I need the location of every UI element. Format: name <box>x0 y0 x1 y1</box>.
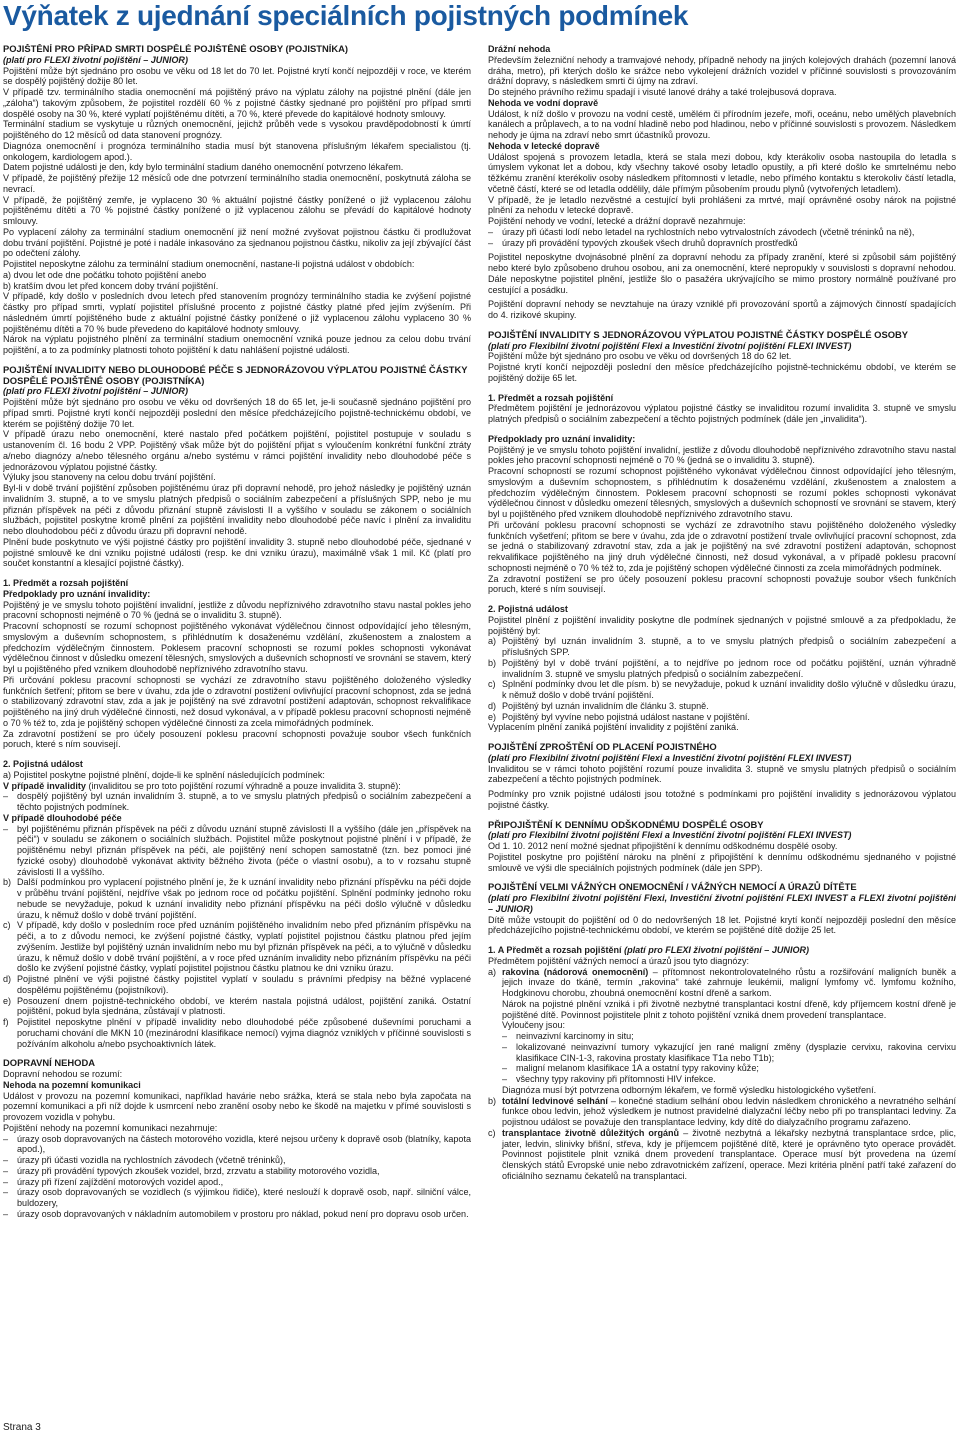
paragraph: Diagnóza musí být potvrzena odborným lékařem, ve formě výsledku histologického vyšetření. <box>502 1084 877 1095</box>
paragraph: Pojistné krytí končí nejpozději poslední den měsíce předcházejícího pojistně-technickému období, ve kterém se pojištěný dožije 65 let. <box>488 362 956 383</box>
list-item-text: Pojištěný byl uznán invalidním 3. stupně, a to ve smyslu platných předpisů o sociálním zabezpečení a příslušných SPP. <box>502 636 956 657</box>
paragraph: Dopravní nehodou se rozumí: <box>3 1069 123 1079</box>
paragraph: Pojištěný je ve smyslu tohoto pojištění invalidní, jestliže z důvodu dlouhodobě nepříznivého zdravotního stavu nastal pokles jeho pracovní schopnosti nejméně o 70 % (jedná se o invaliditu 3. stupně). <box>488 444 956 466</box>
section-scope-note: (platí pro FLEXI životní pojištění – JUNIOR) <box>3 54 188 65</box>
dash-list-item <box>3 1134 471 1156</box>
paragraph: V případě, že pojištěný přežije 12 měsíců ode dne potvrzení terminálního stadia onemocnění, poskytnutá záloha se nevrací. <box>3 173 471 194</box>
lettered-list-item <box>488 679 956 701</box>
spacer <box>488 936 956 945</box>
subsection-heading: Předpoklady pro uznání invalidity: <box>488 433 636 444</box>
paragraph: Datem pojistné události je den, kdy bylo terminální stadium daného onemocnění potvrzeno lékařem. <box>3 162 404 173</box>
paragraph: Událost, k níž došlo v provozu na vodní cestě, umělém či přírodním jezeře, moři, oceánu, nebo umělých plavebních kanálech a průplavech, a to na vodní hladině nebo pod hladinou, nebo v příčinné souvislosti s provozem. Následkem nehody je újma na zdraví nebo smrt účastníků provozu. <box>488 108 956 140</box>
list-marker: c) <box>488 1127 496 1138</box>
paragraph: a) Pojistitel poskytne pojistné plnění, dojde-li ke splnění následujících podmínek: <box>3 769 325 780</box>
lettered-list-item <box>3 996 471 1018</box>
page-number: Strana 3 <box>3 1422 41 1433</box>
list-item-text: úrazy osob dopravovaných se vozidlech (s výjimkou řidiče), které neslouží k dopravě osob, např. silniční válce, buldozery, <box>17 1187 471 1208</box>
right-column <box>488 44 956 1416</box>
lettered-list-item <box>488 1096 956 1128</box>
list-marker: e) <box>3 995 12 1006</box>
section-heading: POJIŠTĚNÍ PRO PŘÍPAD SMRTI DOSPĚLÉ POJIŠTĚNÉ OSOBY (POJISTNÍKA) <box>3 44 349 54</box>
bold-paragraph-heading: Nehoda ve vodní dopravě <box>488 97 599 108</box>
list-marker: f) <box>3 1017 9 1027</box>
spacer <box>3 750 471 759</box>
paragraph: Událost v provozu na pozemní komunikaci, například havárie nebo srážka, která se stala nebo byla započata na pozemní komunikaci a při níž dojde k usmrcení nebo zranění osoby nebo ke škodě na majetku v přímé souvislosti s provozem vozidla v pohybu. <box>3 1090 471 1122</box>
dash-bullet: – <box>502 1031 508 1041</box>
list-marker: c) <box>3 920 11 931</box>
lettered-list-item <box>488 636 956 658</box>
dash-bullet: – <box>3 1155 9 1165</box>
list-item-text: V případě, kdy došlo v posledním roce před uznáním pojištěného invalidním nebo před přiznáním příspěvku na péči, a to z důvodu nemoci, ke zvýšení pojistné částky, vyplatí pojistitel pojistnou částku platnou před jejím zvýšením. Jestliže byl pojištěný uznán invalidním nebo mu byl přiznán příspěvek na péči, a to výlučně v důsledku úrazu, k němuž došlo v době trvání pojištění, a v roce před uznáním invalidity nebo přiznáním příspěvku na péči došlo ke zvýšení pojistné částky, vyplatí pojistitel pojistnou částku platnou ke dni vzniku úrazu. <box>17 920 471 974</box>
paragraph: Za zdravotní postižení se pro účely posouzení poklesu pracovní schopnosti považuje soubor všech funkčních poruch, které s ním souvisejí. <box>488 573 956 595</box>
dash-list-item <box>3 1155 471 1166</box>
spacer <box>3 569 471 578</box>
paragraph: Předmětem pojištění je jednorázovou výplatou pojistné částky se invaliditou rozumí invalidita 3. stupně ve smyslu platných předpisů o sociálním zabezpečení a těchto pojistných podmínek (dále jen „invalidita“). <box>488 403 956 424</box>
paragraph: Do stejného právního režimu spadají i visuté lanové dráhy a také trolejbusová doprava. <box>488 87 837 97</box>
list-item-text: Posouzení dnem pojistně-technického období, ve kterém nastala pojistná událost, pojištění zaniká. Ostatní pojištění, pokud byla sjednána, zůstávají v platnosti. <box>17 995 471 1017</box>
bold-paragraph-heading: Nehoda na pozemní komunikaci <box>3 1079 141 1090</box>
lettered-list-item <box>488 712 956 723</box>
list-marker: d) <box>488 700 497 711</box>
list-item-text: Pojištěný byl v době trvání pojištění, a to nejdříve po jednom roce od počátku pojištění, uznán výhradně invalidním 3. stupně ve smyslu platných předpisů o sociálním zabezpečení. <box>502 657 956 679</box>
paragraph: Od 1. 10. 2012 není možné sjednat připojištění k dennímu odškodnému dospělé osoby. <box>488 841 838 851</box>
list-item-text: maligní melanom klasifikace 1A a ostatní typy rakoviny kůže; <box>516 1063 759 1074</box>
dash-bullet: – <box>3 791 9 802</box>
list-item-text: úrazy při provádění typových zkoušek vozidel, brzd, zrzvatu a stability motorového vozidla, <box>17 1165 380 1176</box>
paragraph: Pojištění může být sjednáno pro osobu ve věku od 18 let do 70 let. Pojistné krytí končí nejpozději v roce, ve kterém se dospělý pojištěný dožije 80 let. <box>3 65 471 87</box>
paragraph: Událost spojená s provozem letadla, která se stala mezi dobou, kdy kterákoliv osoba nastoupila do letadla s úmyslem vykonat let a dobou, kdy všechny takové osoby letadlo opustily, a při které došlo ke smrtelnému nebo těžkému zranění kterékoliv osoby následkem přítomnosti v letadle, nebo přímého kontaktu s kterokoliv částí letadla, včetně částí, které se od letadla oddělily, dále přímým působením proudu plynů (vytvořených letadlem). <box>488 151 956 194</box>
list-item-text: úrazy osob dopravovaných v nákladním automobilem v prostoru pro náklad, pokud není pro dopravu osob určen. <box>17 1208 469 1219</box>
left-column <box>3 44 471 1416</box>
lettered-list-item <box>3 974 471 996</box>
list-marker: a) <box>488 636 497 647</box>
paragraph: V případě, že je letadlo nezvěstné a cestující byli prohlášeni za mrtvé, mají oprávněné osoby nárok na pojistné plnění za nehodu v letecké dopravě. <box>488 194 956 216</box>
section-heading: POJIŠTĚNÍ INVALIDITY S JEDNORÁZOVOU VÝPLATOU POJISTNÉ ČÁSTKY DOSPĚLÉ OSOBY <box>488 328 909 340</box>
lettered-list-item <box>488 701 956 712</box>
paragraph: Při určování poklesu pracovní schopnosti se vychází ze zdravotního stavu pojištěného doloženého výsledky funkčních vyšetření; přitom se bere v úvahu, zda jde o zdravotní postižení trvale ovlivňující pracovní schopnost, zda se jedná o stabilizovaný zdravotní stav, zda a jak je pojištěný na své zdravotní postižení adaptován, schopnost rekvalifikace pojištěného na jiný druh výdělečné činnosti, než dosud vykonával, a v případě poklesu pracovní schopnosti nejméně o 70 % též to, zda je pojištěný schopen výdělečné činnosti za zcela mimořádných podmínek. <box>488 519 956 573</box>
list-item-text: Pojištěný byl vyvíne nebo pojistná událost nastane v pojištění. <box>502 711 750 722</box>
list-item-text: dospělý pojištěný byl uznán invalidním 3. stupně, a to ve smyslu platných předpisů o sociálním zabezpečení a těchto pojistných podmínek. <box>17 791 471 812</box>
lettered-list-item <box>3 1017 471 1049</box>
dash-list-item <box>3 1166 471 1177</box>
list-marker: b) <box>3 877 12 888</box>
section-scope-note: (platí pro Flexibilní životní pojištění Flexi, Investiční životní pojištění FLEXI INVEST a FLEXI životní pojištění – JUNIOR) <box>488 893 956 914</box>
spacer <box>488 425 956 434</box>
bold-paragraph-heading: Drážní nehoda <box>488 44 551 54</box>
paragraph: Vyplacením plnění zaniká pojištění invalidity z pojištění zaniká. <box>488 722 739 733</box>
dash-bullet: – <box>502 1074 508 1084</box>
spacer <box>488 384 956 393</box>
dash-bullet: – <box>488 226 494 237</box>
dash-bullet: – <box>3 1187 9 1198</box>
list-marker: a) <box>488 966 497 977</box>
list-item-text: úrazy osob dopravovaných na částech motorového vozidla, které nejsou určeny k dopravě osob (blatníky, kapota apod.), <box>17 1133 471 1155</box>
list-marker: e) <box>488 711 497 722</box>
section-scope-note: (platí pro FLEXI životní pojištění – JUNIOR) <box>3 386 188 397</box>
paragraph: V případě, že pojištěný zemře, je vyplaceno 30 % aktuální pojistné částky ponížené o již vyplacenou zálohu pojištěnému dítěti a 70 % pojistné částky ponížené o již vyplacenou zálohu se převádí do kapitálové hodnoty smlouvy. <box>3 194 471 226</box>
list-item-text: rakovina (nádorová onemocnění) – přítomnost nekontrolovatelného růstu a rozšiřování maligních buněk a jejich invaze do tkáně, termín „rakovina“ také zahrnuje leukémii, maligní lymfomy vč. lymfomu kožního, Hodgkinovu chorobu, zhoubná onemocnění kostní dřeně a sarkom. <box>502 966 956 998</box>
dash-list-item <box>488 238 956 249</box>
subsection-heading: 1. A Předmět a rozsah pojištění (platí pro FLEXI životní pojištění – JUNIOR) <box>488 945 810 955</box>
dash-list-item <box>3 1187 471 1209</box>
list-marker: c) <box>488 679 496 690</box>
subsection-heading: Předpoklady pro uznání invalidity: <box>3 588 151 599</box>
paragraph: Pojištění nehody ve vodní, letecké a drážní dopravě nezahrnuje: <box>488 216 746 226</box>
paragraph: Nárok na výplatu pojistného plnění za terminální stadium onemocnění vzniká pouze jednou za celou dobu trvání pojištění, a to za podmínky platnosti tohoto pojištění k datu nahlášení pojistné události. <box>3 334 471 355</box>
dash-list-item <box>488 1042 956 1064</box>
dash-bullet: – <box>3 823 9 834</box>
paragraph: Diagnóza onemocnění i prognóza terminálního stadia musí být stanovena příslušným lékařem specialistou (tj. onkologem, kardiologem apod.). <box>3 140 471 162</box>
lettered-list-item <box>488 967 956 999</box>
lettered-list-item <box>3 920 471 974</box>
section-scope-note: (platí pro Flexibilní životní pojištění Flexi a Investiční životní pojištění FLEXI INVEST) <box>488 752 852 763</box>
dash-list-item <box>488 1031 956 1042</box>
list-item-text: Splnění podmínky dvou let dle písm. b) se nevyžaduje, pokud k uznání invalidity došlo výlučně v důsledku úrazu, k němuž došlo v době trvání pojištění. <box>502 679 956 700</box>
dash-bullet: – <box>3 1133 9 1144</box>
subsection-heading: 1. Předmět a rozsah pojištění <box>488 392 614 403</box>
paragraph: Plnění bude poskytnuto ve výši pojistné částky pro pojištění invalidity 3. stupně nebo dlouhodobé péče, sjednané v pojistné smlouvě ke dni vzniku pojistné události (resp. ke dni vzniku úrazu), maximálně však 1 mil. Kč (platí pro součet konstantní a klesající pojistné částky). <box>3 536 471 569</box>
list-item-text: úrazy při řízení zajíždění motorových vozidel apod., <box>17 1176 224 1187</box>
bold-paragraph-heading: V případě dlouhodobé péče <box>3 812 122 823</box>
dash-bullet: – <box>502 1063 508 1074</box>
spacer <box>488 595 956 604</box>
paragraph: Především železniční nehody a tramvajové nehody, případně nehody na jiných kolejových drahách (pozemní lanová dráha, metro), při kterých došlo ke srážce nebo vykolejení drážních vozidel v příčinné souvislosti s provozováním drážní dopravy, s následkem smrti či újmy na zdraví. <box>488 54 956 87</box>
list-marker: d) <box>3 974 12 984</box>
dash-bullet: – <box>3 1176 9 1187</box>
paragraph: Pracovní schopností se rozumí schopnost pojištěného vykonávat výdělečnou činnost odpovídající jeho tělesným, smyslovým a duševním schopnostem, s přihlédnutím k dosaženému vzdělání, zkušenostem a znalostem a předchozím výdělečným činnostem. Poklesem pracovní schopnosti se rozumí pokles schopnosti vykonávat výdělečnou činnost v důsledku omezení tělesných, smyslových a duševních schopností ve srovnání se stavem, který byl u pojištěného před vznikem dlouhodobě nepříznivého zdravotního stavu. <box>3 621 471 674</box>
subsection-heading: 2. Pojistná událost <box>3 759 83 769</box>
list-item-text: transplantace životně důležitých orgánů – životně nezbytná a lékařsky nezbytná transplantace srdce, plic, jater, ledvin, slinivky břišní, střeva, kdy je příjemcem pojištěné dítě, které je oprávněno tyto operace provádět. Povinnost pojistitele plnit vzniká dnem provedení transplantace. Operace musí být provedena na území členských států Evropské unie nebo zdravotnickém zařízení, operace. Mezi kritéria plnění patří také zařazení do oficiálního seznamu čekatelů na transplantaci. <box>502 1127 956 1181</box>
paragraph: Pojistitel plnění z pojištění invalidity poskytne dle podmínek sjednaných v pojistné smlouvě a za předpokladu, že pojištěný byl: <box>488 614 956 636</box>
list-item-text: Pojistné plnění ve výši pojistné částky pojistitel vyplatí v souladu s právními předpisy na běžné vyplacené dospělému pojištěnému (pojistníkovi). <box>17 974 471 995</box>
section-scope-note: (platí pro Flexibilní životní pojištění Flexi a Investiční životní pojištění FLEXI INVEST) <box>488 830 852 841</box>
subsection-heading: 2. Pojistná událost <box>488 604 568 614</box>
dash-list-item <box>488 1063 956 1074</box>
section-heading: POJIŠTĚNÍ INVALIDITY NEBO DLOUHODOBÉ PÉČE S JEDNORÁZOVOU VÝPLATOU POJISTNÉ ČÁSTKY DOSPĚLÉ POJIŠTĚNÉ OSOBY (POJISTNÍKA) <box>3 363 468 386</box>
dash-bullet: – <box>3 1208 9 1219</box>
lettered-list-item <box>488 1128 956 1182</box>
paragraph: V případě invalidity (invaliditou se pro toto pojištění rozumí výhradně a pouze invalidita 3. stupně): <box>3 780 401 791</box>
paragraph: V případě tzv. terminálního stadia onemocnění má pojištěný právo na výplatu zálohy na pojistné plnění (dále jen „záloha“) takovým způsobem, že pojistitel rozdělí 60 % z pojistné částky sjednané pro pojištění pro případ smrti dospělé osoby na 30 %, které vyplatí pojištěnému dítěti, a 70 %, které převede do kapitálové hodnoty smlouvy. <box>3 87 471 119</box>
section-heading: DOPRAVNÍ NEHODA <box>3 1057 96 1069</box>
page-title: Výňatek z ujednání speciálních pojistných podmínek <box>3 0 689 31</box>
list-item-text: úrazy při provádění typových zkoušek všech druhů dopravních prostředků <box>502 237 798 248</box>
dash-list-item <box>488 227 956 238</box>
dash-list-item <box>3 791 471 813</box>
paragraph: Při určování poklesu pracovní schopnosti se vychází ze zdravotního stavu pojištěného doloženého výsledky funkčních šetření; přitom se bere v úvahu, zda jde o zdravotní postižení ovlivňující pracovní schopnost, zda se jedná o stabilizovaný zdravotní stav, zda a jak je pojištěný na své zdravotní postižení adaptován, schopnost rekvalifikace pojištěného na jiný druh výdělečné činnosti, než dosud vykonával, a v případě poklesu pracovní schopnosti nejméně o 70 % též to, zda je pojištěný schopen výdělečné činnosti za zcela mimořádných podmínek. <box>3 674 471 728</box>
paragraph: V případě úrazu nebo onemocnění, které nastalo před počátkem pojištění, pojistitel postupuje v souladu s ustanovením čl. 16 bodu 2 VPP. Pojištěný však může být do pojištění přijat s vyloučením konkrétní funkční ztráty a/nebo diagnózy a/nebo tělesného orgánu a/nebo systému v rámci pojištění invalidity nebo dlouhodobé péče s jednorázovou výplatou pojistné částky. <box>3 429 471 472</box>
list-item-text: úrazy při účasti vozidla na rychlostních závodech (včetně tréninků), <box>17 1155 286 1165</box>
paragraph: Pojištěný je ve smyslu tohoto pojištění invalidní, jestliže z důvodu nepříznivého zdravotního stavu nastal pokles jeho pracovní schopnosti nejméně o 70 % (jedná se o invaliditu 3. stupně). <box>3 599 471 621</box>
paragraph: Pojištění nehody na pozemní komunikaci nezahrnuje: <box>3 1122 218 1133</box>
paragraph: Pojistitel neposkytne dvojnásobné plnění za dopravní nehodu za případy zranění, které si způsobil sám pojištěný nebo které bylo způsobeno druhou osobou, ani za onemocnění, které nepropukly v souvislosti s dopravní nehodou. Dále neposkytne pojistitel plnění, jestliže šlo o pasažéra ukrývajícího se mimo prostory normálně používané pro cestující a posádku. <box>488 252 956 295</box>
section-scope-note: (platí pro Flexibilní životní pojištění Flexi a Investiční životní pojištění FLEXI INVEST) <box>488 340 852 351</box>
list-item-text: totální ledvinové selhání – konečné stadium selhání obou ledvin následkem chronického a nevratného selhání funkce obou ledvin, jehož výsledkem je nutnost pravidelné dialyzační léčby nebo při po transplantaci ledviny. Za pojistnou událost se považuje den transplantace ledviny, kdy dítě do dialyzačního programu zařazeno. <box>502 1095 956 1127</box>
dash-bullet: – <box>488 237 494 248</box>
paragraph: Terminální stadium se vyskytuje u různých onemocnění, jejichž průběh vede s vysokou pravděpodobností k úmrtí pojištěného do 12 měsíců od data stanovení prognózy. <box>3 119 471 140</box>
list-item-text: Další podmínkou pro vyplacení pojistného plnění je, že k uznání invalidity nebo přiznání příspěvku na péči dojde v průběhu trvání pojištění, nejdříve však po jednom roce od počátku pojištění. Splnění podmínky jednoho roku nebude se nevyžaduje, pokud k uznání invalidity nebo přiznání příspěvku na péči došlo výlučně v důsledku úrazu, k němuž došlo v době trvání pojištění. <box>17 877 471 920</box>
dash-bullet: – <box>502 1041 508 1052</box>
list-item-text: Pojistitel neposkytne plnění v případě invalidity nebo dlouhodobé péče způsobené duševními poruchami a poruchami chování dle MKN 10 (mezinárodní klasifikace nemocí) vyjma diagnóz vzniklých v příčinné souvislosti s požíváním alkoholu a/nebo psychoaktivních látek. <box>17 1017 471 1049</box>
lettered-list-item <box>3 877 471 920</box>
paragraph: Pojištění může být sjednáno pro osobu ve věku od dovršených 18 do 62 let. <box>488 351 792 362</box>
paragraph: Podmínky pro vznik pojistné události jsou totožné s podmínkami pro pojištění invalidity s jednorázovou výplatou pojistné částky. <box>488 789 956 810</box>
dash-list-item <box>3 1177 471 1188</box>
paragraph: Nárok na pojistné plnění vzniká i při životně nezbytné transplantaci kostní dřeně, kdy příjemcem kostní dřeně je pojištěné dítě. Povinnost pojistitele plnit z tohoto pojištění vzniká dnem provedení transplantace. <box>502 998 956 1020</box>
paragraph: Po vyplacení zálohy za terminální stadium onemocnění již není možné zvyšovat pojistnou částku či prodlužovat dobu trvání pojištění. Pojistné je poté i nadále inkasováno za sjednanou pojistnou částku, nikoliv za její zbývající část po odečtení zálohy. <box>3 226 471 259</box>
paragraph: Invaliditou se v rámci tohoto pojištění rozumí pouze invalidita 3. stupně ve smyslu platných předpisů o sociálním zabezpečení a těchto pojistných podmínek. <box>488 763 956 785</box>
list-item-text: všechny typy rakoviny při přítomnosti HIV infekce. <box>516 1074 716 1084</box>
dash-list-item <box>3 824 471 878</box>
bold-paragraph-heading: Nehoda v letecké dopravě <box>488 140 600 151</box>
paragraph: Pojištění dopravní nehody se nevztahuje na úrazy vzniklé při provozování sportů a zájmových činností spadajících do 4. rizikové skupiny. <box>488 299 956 320</box>
list-marker: b) <box>488 1095 497 1106</box>
paragraph: Byl-li v době trvání pojištění způsoben pojištěnému úraz při dopravní nehodě, pro jehož následky je pojištěný uznán invalidním 3. stupně, a to ve smyslu platných předpisů o sociálním zabezpečení a příslušných SPP, nebo je mu přiznán příspěvek na péči z důvodu přiznání stupně závislosti II a vyššího v souladu se zákonem o sociálních službách, pojistitel poskytne kromě plnění za pojištění invalidity nebo dlouhodobé péče navíc i plnění za invaliditu nebo dlouhodobou péči z důvodu úrazu při dopravní nehodě. <box>3 483 471 536</box>
list-item-text: úrazy při účasti lodí nebo letadel na rychlostních nebo vytrvalostních závodech (včetně tréninků na ně), <box>502 226 915 237</box>
paragraph: b) kratším dvou let před koncem doby trvání pojištění. <box>3 280 219 291</box>
list-item-text: Pojištěný byl uznán invalidním dle článku 3. stupně. <box>502 700 709 711</box>
paragraph: Pojistitel neposkytne zálohu za terminální stadium onemocnění, nastane-li pojistná událost v obdobích: <box>3 259 415 269</box>
list-item-text: neinvazivní karcinomy in situ; <box>516 1031 634 1041</box>
paragraph: Výluky jsou stanoveny na celou dobu trvání pojištění. <box>3 472 216 483</box>
paragraph: a) dvou let ode dne počátku tohoto pojištění anebo <box>3 269 207 280</box>
lettered-list-item <box>488 658 956 680</box>
list-marker: b) <box>488 657 497 668</box>
paragraph: V případě, kdy došlo v posledních dvou letech před stanovením prognózy terminálního stadia ke zvýšení pojistné částky pro případ smrti, vyplatí pojistitel příslušné procento z pojistné částky platné před jejím zvýšením. Při následném úmrtí pojištěného bude z aktuální pojistné částky ponížené o již vyplacenou zálohu vyplaceno 30 % pojištěnému dítěti a 70 % bude převedeno do kapitálové hodnoty smlouvy. <box>3 291 471 334</box>
subsection-heading: 1. Předmět a rozsah pojištění <box>3 578 129 588</box>
dash-list-item <box>3 1209 471 1220</box>
dash-bullet: – <box>3 1165 9 1176</box>
paragraph: Za zdravotní postižení se pro účely posouzení poklesu pracovní schopnosti považuje soubor všech funkčních poruch, které s ním souvisejí. <box>3 728 471 750</box>
list-item-text: byl pojištěnému přiznán příspěvek na péči z důvodu uznání stupně závislosti II a vyššího (dále jen „příspěvek na péči“) v souladu se zákonem o sociálních službách. Pojistitel může poskytnout pojistné plnění i v případě, že pojištěnému nebyl přiznán příspěvek na péči, ale pojištěný není schopen samostatně (tzn. bez pomoci jiné fyzické osoby) dlouhodobě vykonávat aktivity běžného života (péče o vlastní osobu), a to v rozsahu stupně závislosti II a vyššího. <box>17 823 471 877</box>
section-heading: PŘIPOJIŠTĚNÍ K DENNÍMU ODŠKODNÉMU DOSPĚLÉ OSOBY <box>488 818 764 830</box>
paragraph: Pracovní schopností se rozumí schopnost pojištěného vykonávat výdělečnou činnost odpovídající jeho tělesným, smyslovým a duševním schopnostem, s přihlédnutím k dosaženému vzdělání, zkušenostem a znalostem a předchozím výdělečným činnostem. Poklesem pracovní schopnosti se rozumí pokles schopnosti vykonávat výdělečnou činnost v důsledku omezení tělesných, smyslových a duševních schopností ve srovnání se stavem, který byl u pojištěného před vznikem dlouhodobě nepříznivého zdravotního stavu. <box>488 466 956 519</box>
paragraph: Dítě může vstoupit do pojištění od 0 do nedovršených 18 let. Pojistné krytí končí nejpozději poslední den měsíce předcházejícího pojistně-technickému období, ve kterém se pojištěné dítě dožije 25 let. <box>488 914 956 936</box>
paragraph: Vyloučeny jsou: <box>502 1020 566 1031</box>
paragraph: Pojistitel poskytne pro pojištění nároku na plnění z připojištění k dennímu odškodnému sjednaného v pojistné smlouvě ve výši dle speciálních pojistných podmínek (dále jen SPP). <box>488 851 956 873</box>
section-heading: POJIŠTĚNÍ VELMI VÁŽNÝCH ONEMOCNĚNÍ / VÁŽNÝCH NEMOCÍ A ÚRAZŮ DÍTĚTE <box>488 881 857 893</box>
list-item-text: lokalizované neinvazivní tumory vykazující jen rané maligní změny (dysplazie cervixu, rakovina cervixu klasifikace CIN-1-3, rakovina prostaty klasifikace T1a nebo T1b); <box>516 1041 956 1063</box>
dash-list-item <box>488 1074 956 1085</box>
section-heading: POJIŠTĚNÍ ZPROŠTĚNÍ OD PLACENÍ POJISTNÉHO <box>488 741 717 752</box>
paragraph: Předmětem pojištění vážných nemocí a úrazů jsou tyto diagnózy: <box>488 955 749 966</box>
paragraph: Pojištění může být sjednáno pro osobu ve věku od dovršených 18 do 65 let, je-li současně sjednáno pojištění pro případ smrti. Pojistné krytí končí nejpozději poslední den měsíce předcházejícího pojistně-technickému období, ve kterém se pojištěný dožije 70 let. <box>3 397 471 429</box>
